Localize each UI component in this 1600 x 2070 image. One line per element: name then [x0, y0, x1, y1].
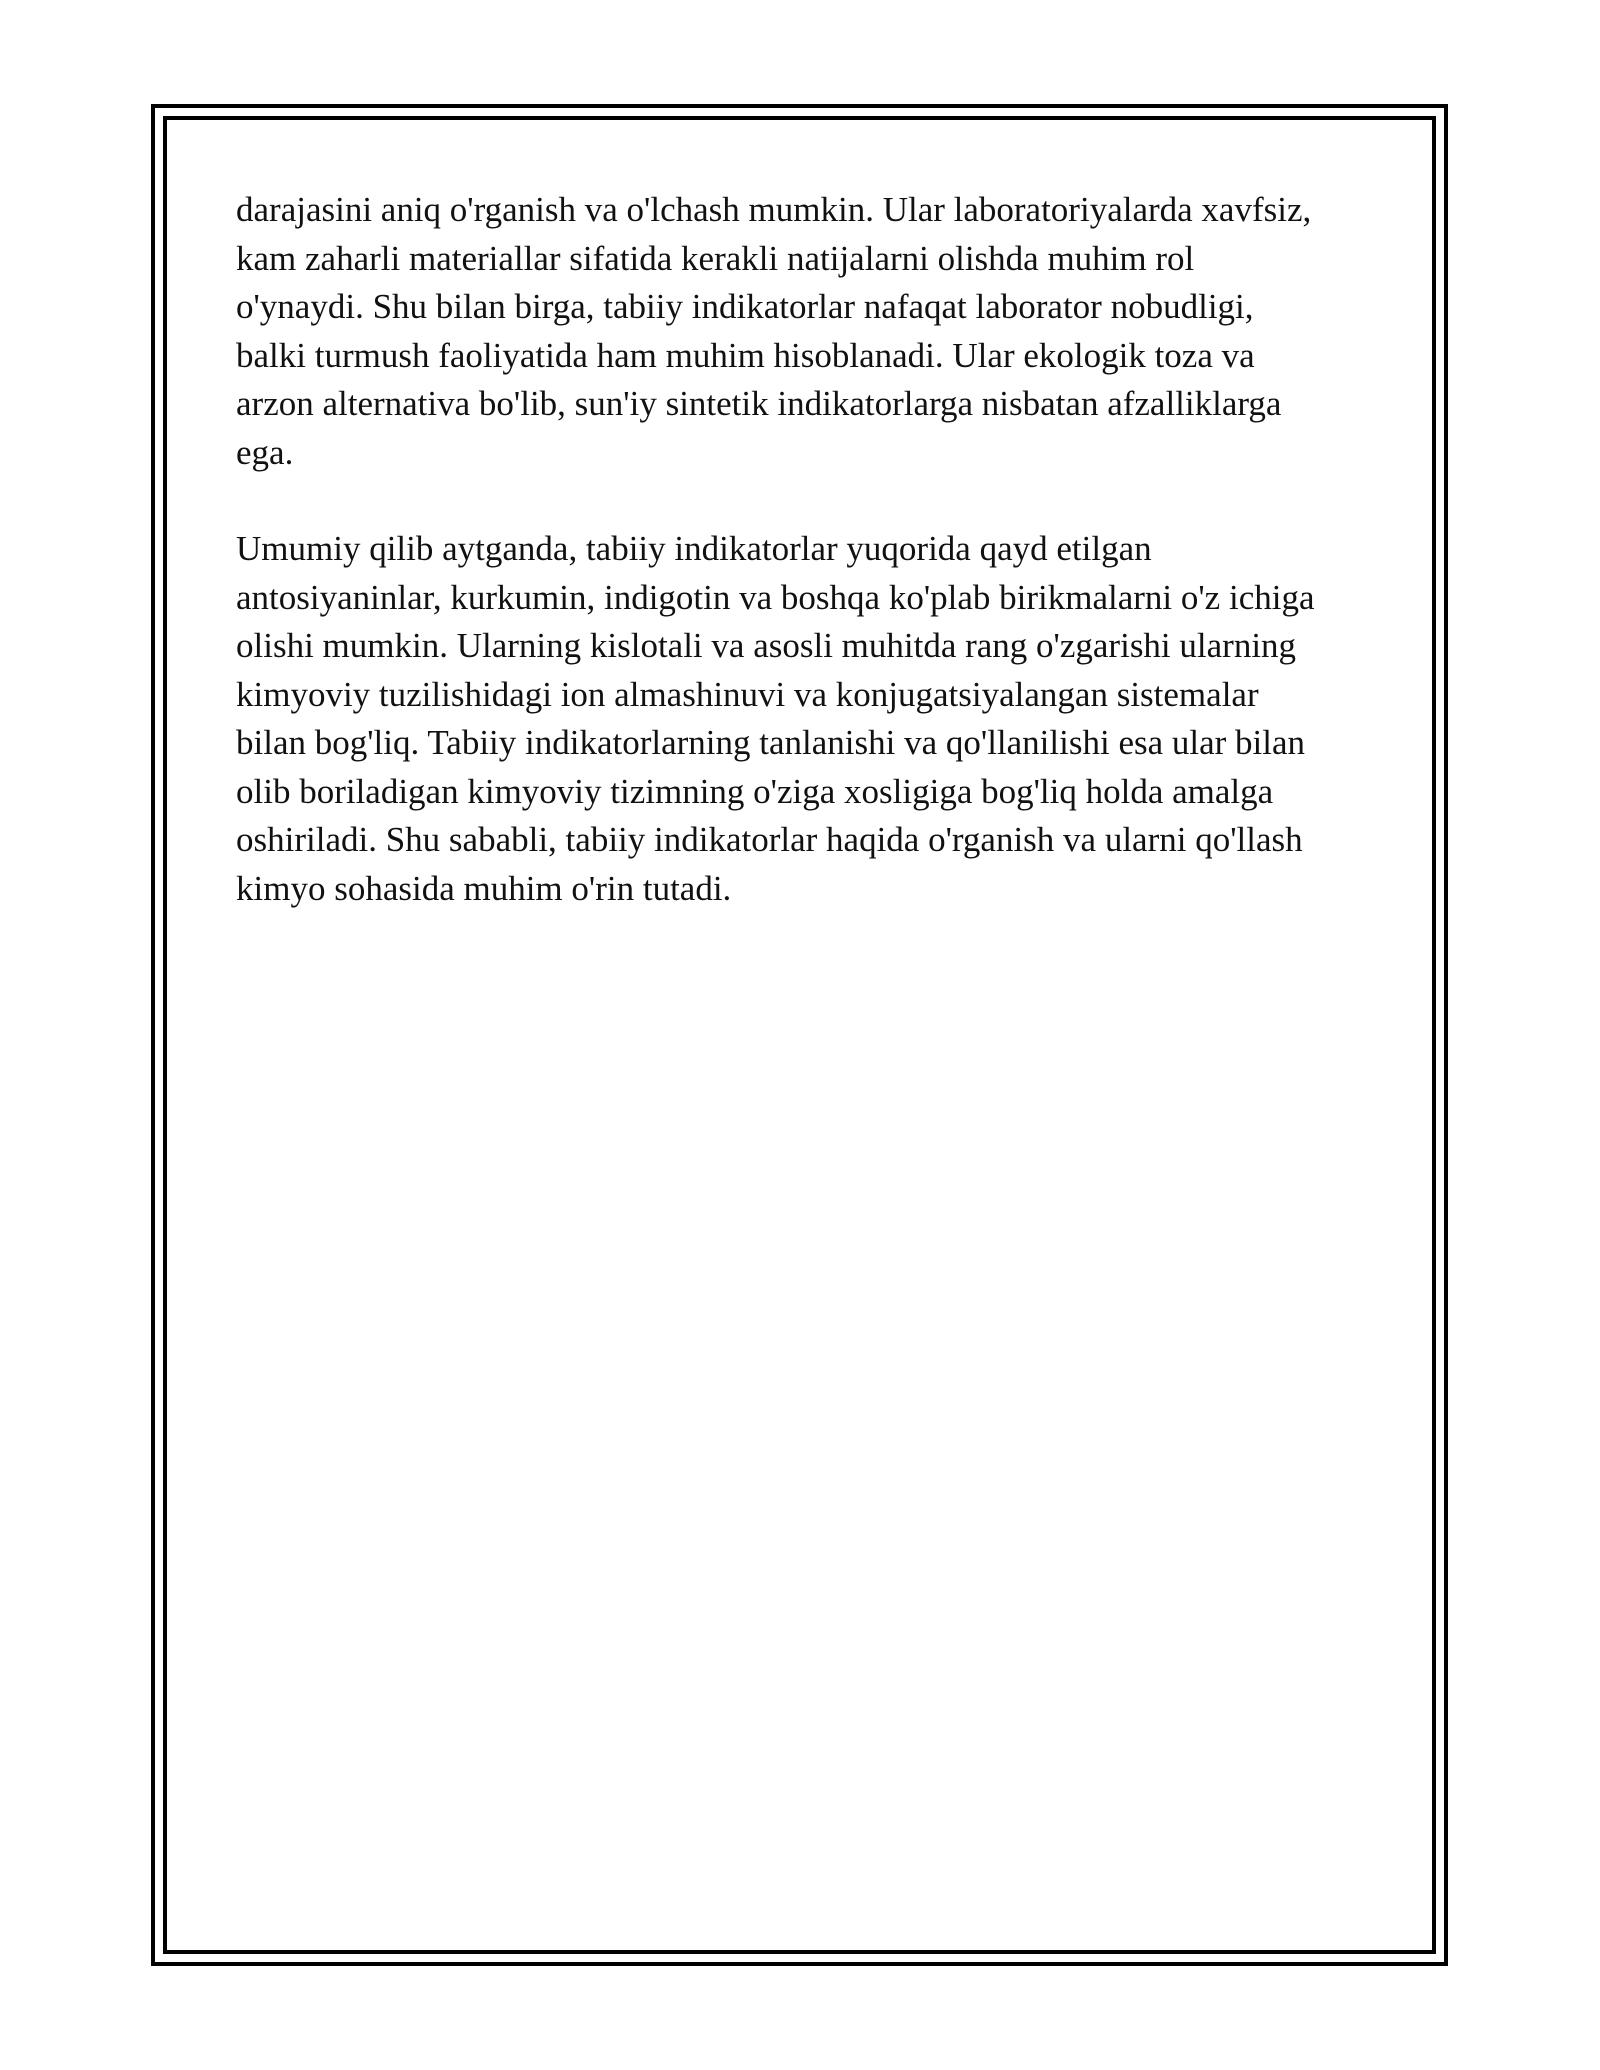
text-line: darajasini aniq o'rganish va o'lchash mumkin. Ular laboratoriyalarda xavfsiz,	[236, 190, 1312, 229]
text-line: kimyo sohasida muhim o'rin tutadi.	[236, 868, 732, 908]
document-body	[236, 186, 1376, 961]
text-line: balki turmush faoliyatida ham muhim hisoblanadi. Ular ekologik toza va	[236, 335, 1255, 375]
text-line: oshiriladi. Shu sababli, tabiiy indikatorlar haqida o'rganish va ularni qo'llash	[236, 820, 1303, 859]
text-line: kimyoviy tuzilishidagi ion almashinuvi va konjugatsiyalangan sistemalar	[236, 674, 1259, 714]
text-line: arzon alternativa bo'lib, sun'iy sintetik indikatorlarga nisbatan afzalliklarga	[236, 384, 1282, 423]
text-line: antosiyaninlar, kurkumin, indigotin va boshqa ko'plab birikmalarni o'z ichiga	[236, 577, 1315, 617]
text-line: o'ynaydi. Shu bilan birga, tabiiy indikatorlar nafaqat laborator nobudligi,	[236, 287, 1254, 326]
text-line: ega.	[236, 432, 294, 472]
paragraph-2	[236, 525, 1376, 913]
text-line: olib boriladigan kimyoviy tizimning o'ziga xosligiga bog'liq holda amalga	[236, 771, 1274, 811]
text-line: Umumiy qilib aytganda, tabiiy indikatorlar yuqorida qayd etilgan	[236, 529, 1152, 568]
text-line: bilan bog'liq. Tabiiy indikatorlarning tanlanishi va qo'llanilishi esa ular bilan	[236, 723, 1306, 762]
text-line: olishi mumkin. Ularning kislotali va asosli muhitda rang o'zgarishi ularning	[236, 626, 1297, 665]
paragraph-1	[236, 186, 1376, 477]
text-line: kam zaharli materiallar sifatida kerakli natijalarni olishda muhim rol	[236, 238, 1195, 278]
